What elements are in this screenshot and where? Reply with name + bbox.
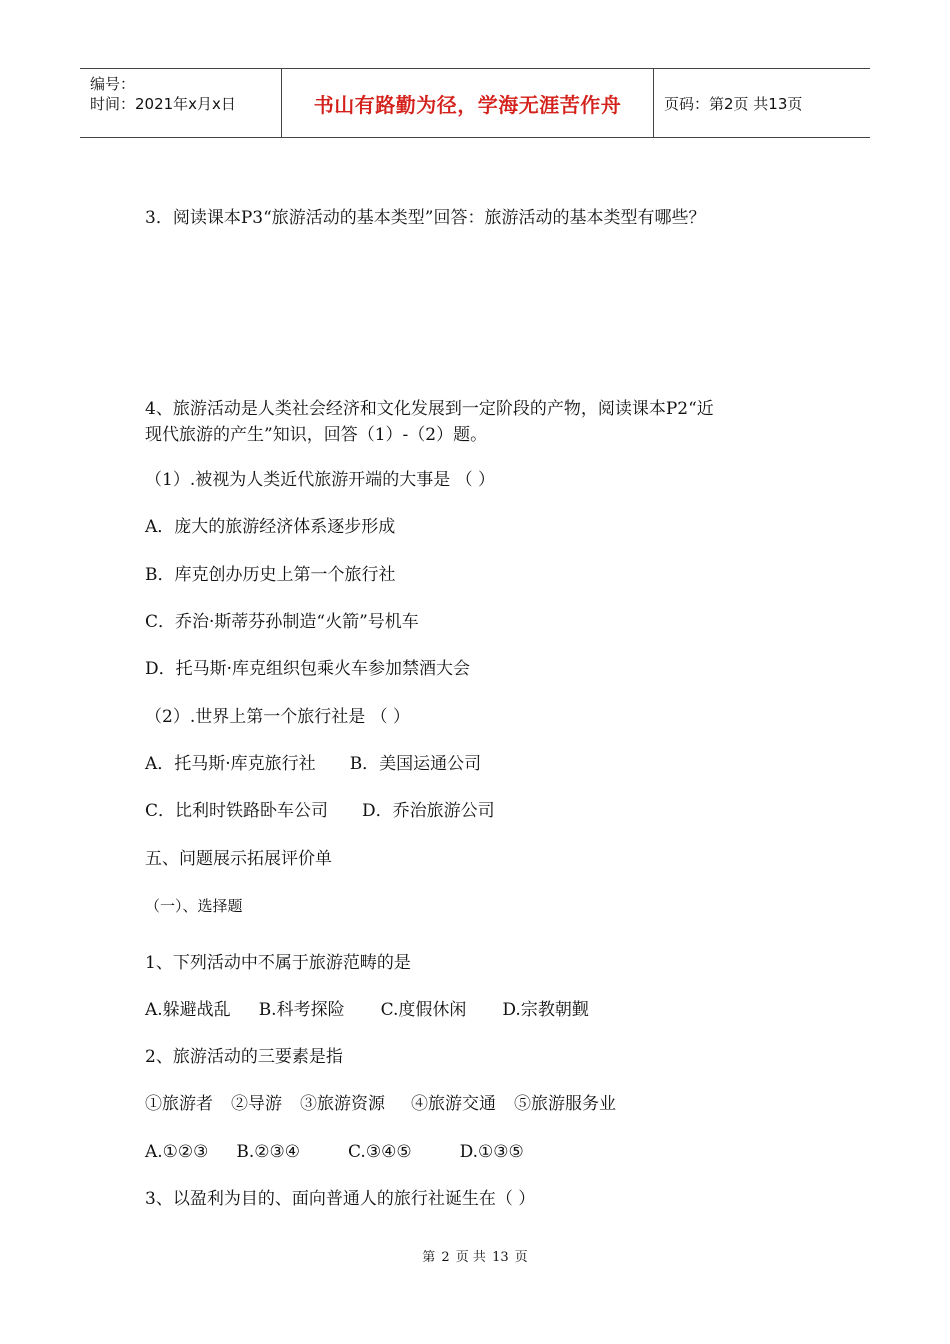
footer-page-number: 2	[441, 1250, 450, 1265]
question-4-line-2: 现代旅游的产生”知识，回答（1）-（2）题。	[145, 425, 488, 445]
header-meta	[80, 69, 282, 137]
section-5-heading: 五、问题展示拓展评价单	[145, 849, 332, 869]
option-4-2-c: C．比利时铁路卧车公司	[145, 801, 329, 821]
option-4-2-a: A．托马斯·库克旅行社	[145, 754, 316, 774]
choice-1-option-c: C.度假休闲	[380, 1000, 467, 1020]
choice-question-2: 2、旅游活动的三要素是指	[145, 1047, 343, 1067]
page-footer	[0, 1246, 950, 1265]
options-4-2-row-2	[145, 799, 495, 823]
choice-2-option-c: C.③④⑤	[348, 1142, 412, 1162]
choice-2-option-d: D.①③⑤	[459, 1142, 524, 1162]
choice-2-item-4: ④旅游交通	[411, 1094, 496, 1114]
choice-2-options	[145, 1140, 524, 1164]
choice-2-item-1: ①旅游者	[145, 1094, 213, 1114]
question-4-1: （1）.被视为人类近代旅游开端的大事是 （ ）	[145, 470, 496, 490]
header-page-label: 页码：第2页 共13页	[664, 94, 803, 113]
option-4-2-d: D．乔治旅游公司	[362, 801, 495, 821]
choice-1-options	[145, 998, 589, 1022]
page-header	[80, 68, 870, 138]
header-motto: 书山有路勤为径，学海无涯苦作舟	[282, 69, 654, 137]
choice-2-items	[145, 1092, 616, 1116]
option-4-1-d: D．托马斯·库克组织包乘火车参加禁酒大会	[145, 659, 471, 679]
choice-2-option-a: A.①②③	[145, 1142, 209, 1162]
footer-total-pages: 13	[492, 1250, 509, 1265]
choice-question-3: 3、以盈利为目的、面向普通人的旅行社诞生在（ ）	[145, 1189, 536, 1209]
choice-2-item-2: ②导游	[231, 1094, 282, 1114]
date-label: 时间：2021年x月x日	[90, 95, 236, 113]
question-4-2: （2）.世界上第一个旅行社是 （ ）	[145, 707, 411, 727]
option-4-1-b: B．库克创办历史上第一个旅行社	[145, 565, 396, 585]
option-4-1-a: A．庞大的旅游经济体系逐步形成	[145, 517, 396, 537]
number-label: 编号：	[90, 75, 136, 93]
footer-prefix: 第	[422, 1250, 436, 1265]
choice-question-1: 1、下列活动中不属于旅游范畴的是	[145, 953, 411, 973]
choice-2-item-3: ③旅游资源	[300, 1094, 385, 1114]
choice-1-option-a: A.躲避战乱	[145, 1000, 231, 1020]
choice-2-option-b: B.②③④	[236, 1142, 301, 1162]
footer-suffix: 页	[514, 1250, 528, 1265]
question-4-line-1: 4、旅游活动是人类社会经济和文化发展到一定阶段的产物，阅读课本P2“近	[145, 399, 714, 419]
section-5-subheading: （一）、选择题	[145, 897, 243, 915]
options-4-2-row-1	[145, 752, 481, 776]
option-4-1-c: C．乔治·斯蒂芬孙制造“火箭”号机车	[145, 612, 419, 632]
choice-1-option-b: B.科考探险	[258, 1000, 345, 1020]
question-3: 3．阅读课本P3“旅游活动的基本类型”回答：旅游活动的基本类型有哪些？	[145, 208, 706, 228]
option-4-2-b: B．美国运通公司	[349, 754, 482, 774]
footer-mid: 页 共	[455, 1250, 486, 1265]
choice-1-option-d: D.宗教朝觐	[502, 1000, 589, 1020]
choice-2-item-5: ⑤旅游服务业	[514, 1094, 616, 1114]
